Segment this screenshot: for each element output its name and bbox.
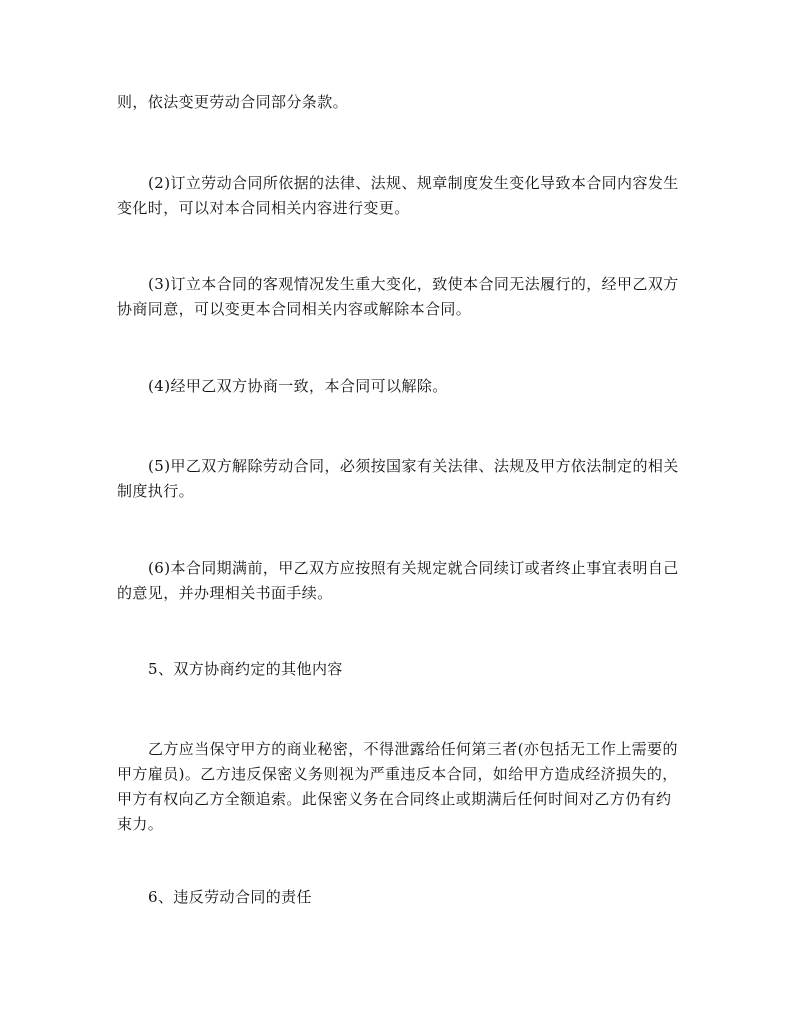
paragraph-clause-6: (6)本合同期满前，甲乙双方应按照有关规定就合同续订或者终止事宜表明自己的意见，并办理相关书面手续。: [117, 559, 679, 602]
paragraph-clause-5: (5)甲乙双方解除劳动合同，必须按国家有关法律、法规及甲方依法制定的相关制度执行。: [117, 457, 679, 500]
paragraph-clause-2: (2)订立劳动合同所依据的法律、法规、规章制度发生变化导致本合同内容发生变化时，可以对本合同相关内容进行变更。: [117, 174, 679, 217]
paragraph-confidentiality: 乙方应当保守甲方的商业秘密，不得泄露给任何第三者(亦包括无工作上需要的甲方雇员)。乙方违反保密义务则视为严重违反本合同，如给甲方造成经济损失的，甲方有权向乙方全额追索。此保密义务在合同终止或期满后任何时间对乙方仍有约束力。: [117, 740, 678, 833]
section-heading-6: 6、违反劳动合同的责任: [148, 888, 312, 906]
paragraph-clause-3: (3)订立本合同的客观情况发生重大变化，致使本合同无法履行的，经甲乙双方协商同意，可以变更本合同相关内容或解除本合同。: [117, 275, 679, 318]
section-heading-5: 5、双方协商约定的其他内容: [148, 660, 343, 678]
paragraph-continuation: 则，依法变更劳动合同部分条款。: [117, 93, 349, 111]
paragraph-clause-4: (4)经甲乙双方协商一致，本合同可以解除。: [148, 377, 448, 395]
